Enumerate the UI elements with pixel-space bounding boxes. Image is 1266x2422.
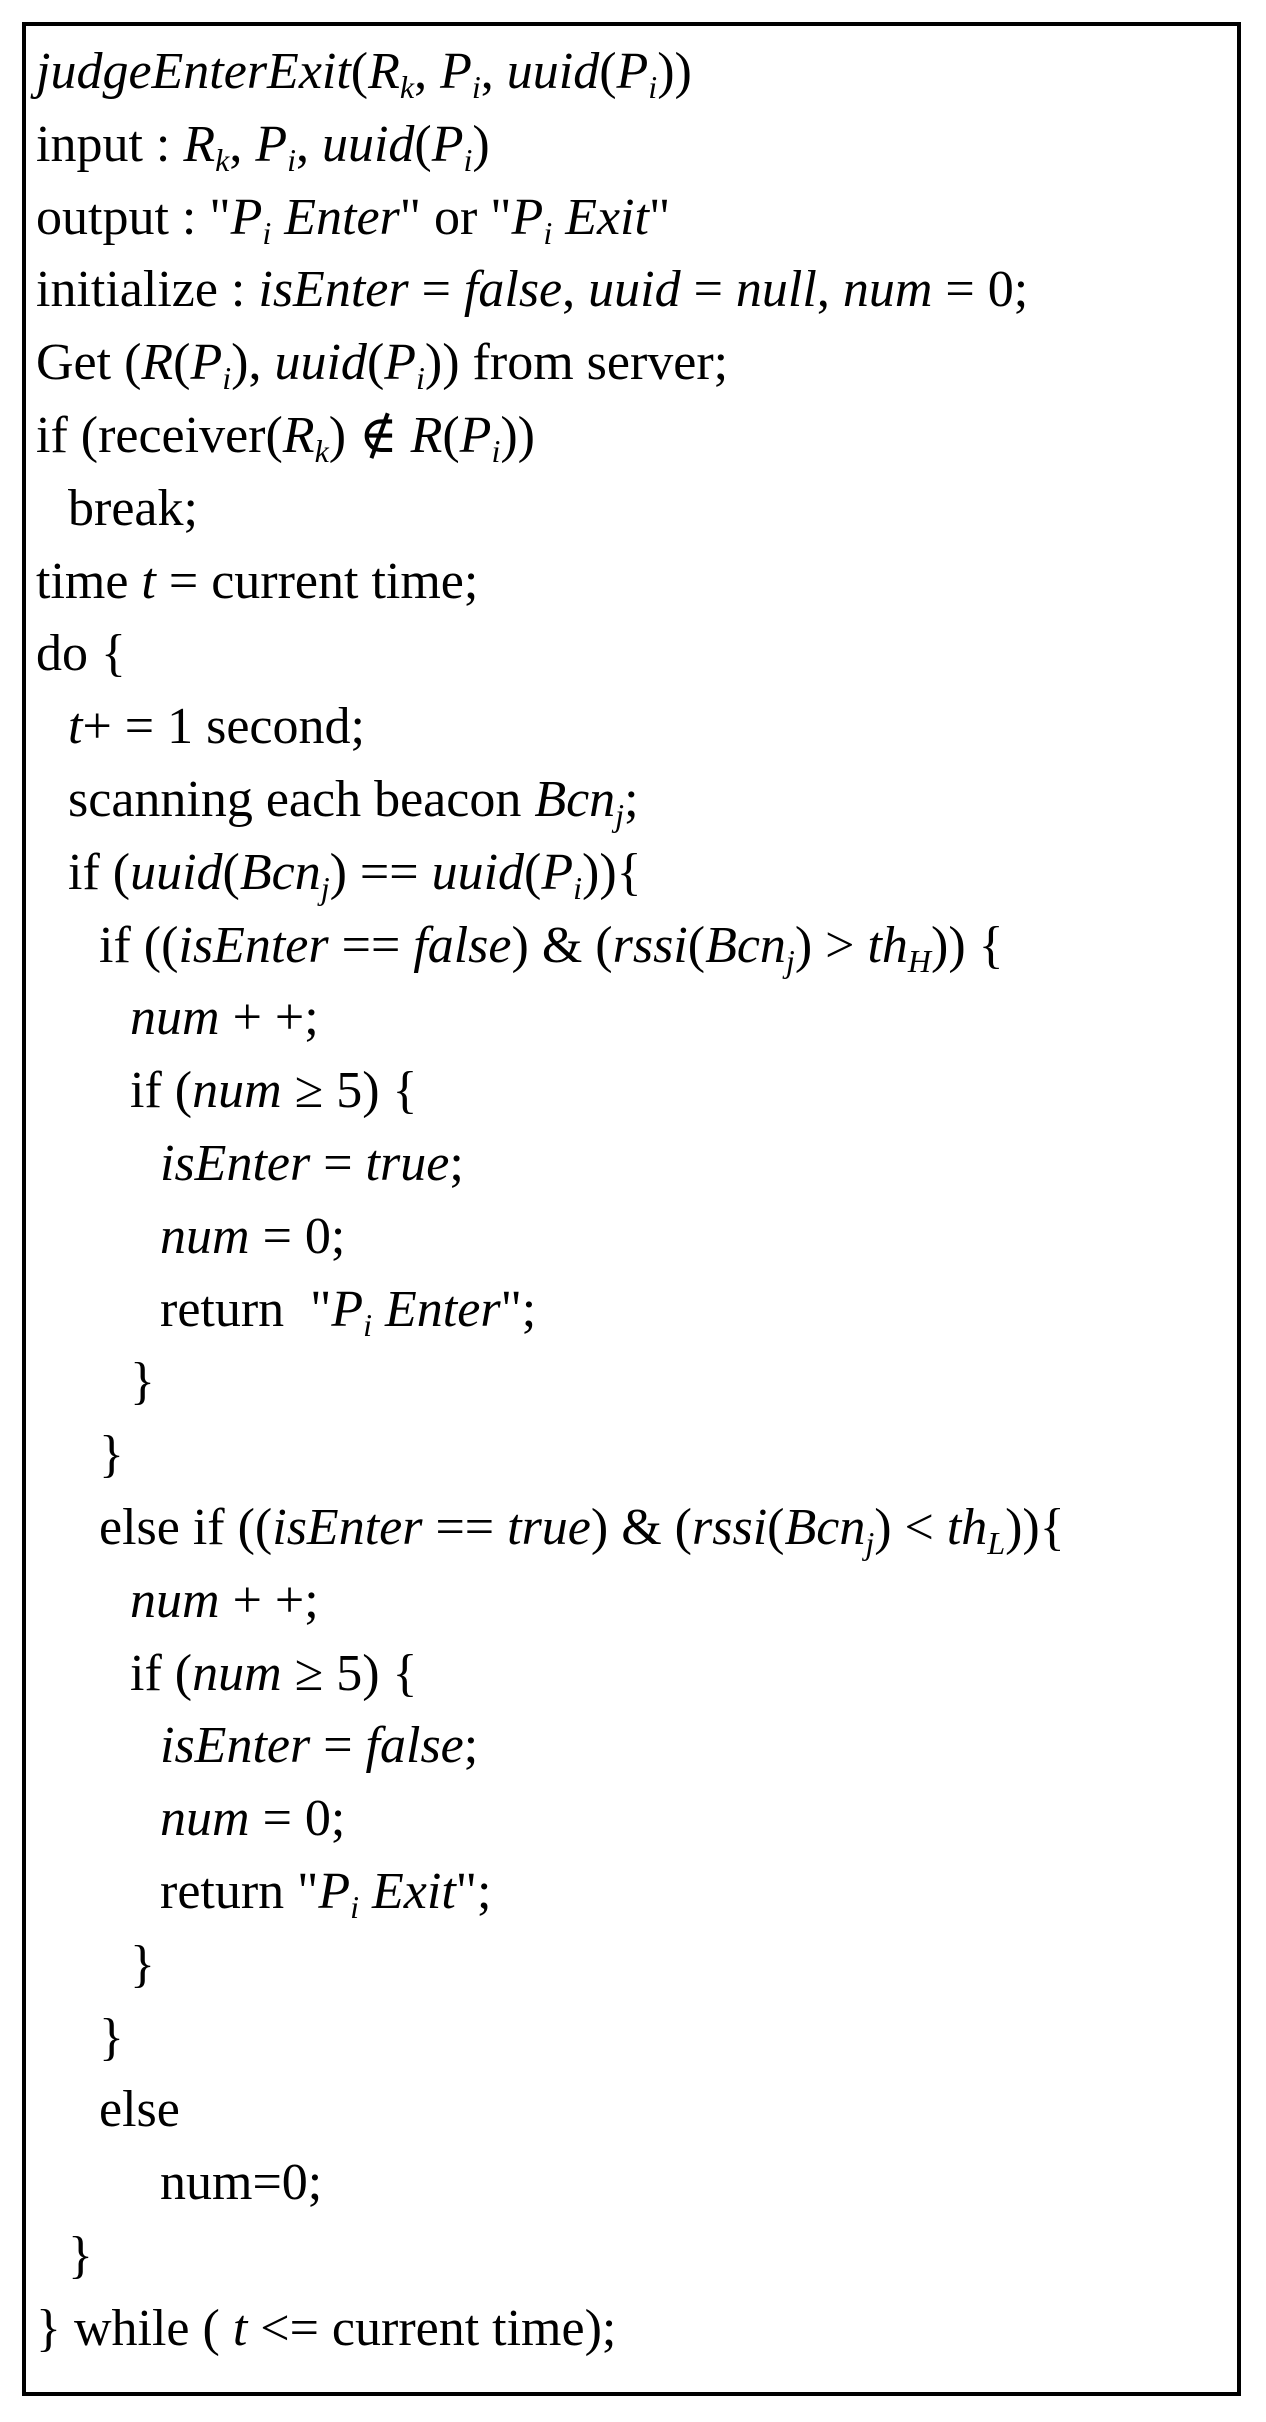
algorithm-line: }	[130, 1353, 155, 1411]
algorithm-line: } while ( t <= current time);	[36, 2299, 617, 2357]
algorithm-line: time t = current time;	[36, 552, 479, 610]
algorithm-line: if (uuid(Bcn$_j$) == $uuid(P_i)$){	[68, 843, 642, 906]
algorithm-line: }	[99, 2008, 124, 2066]
algorithm-line: isEnter = true;	[160, 1135, 464, 1192]
algorithm-line: }	[68, 2227, 93, 2284]
algorithm-line: break;	[68, 479, 198, 537]
algorithm-line: if (num ≥ 5) {	[130, 1644, 418, 1702]
algorithm-line: num=0;	[160, 2154, 323, 2212]
algorithm-line: output : "$P_i$ Enter" or "$P_i$ Exit"	[36, 188, 671, 251]
algorithm-line: }	[99, 1426, 124, 1484]
algorithm-line: if ((isEnter == false) & (rssi(Bcn$_j$) > $th_H$)) {	[99, 916, 1004, 979]
algorithm-line: scanning each beacon Bcn$_j$;	[68, 771, 639, 833]
algorithm-line: do {	[36, 625, 126, 683]
algorithm-line: num = 0;	[160, 1790, 346, 1848]
algorithm-line: input : $R_k$, $P_i$, $uuid(P_i)$	[36, 115, 490, 178]
algorithm-line: return "$P_i$ Enter";	[160, 1280, 537, 1343]
algorithm-line: t+ = 1 second;	[68, 698, 365, 756]
algorithm-line: else	[99, 2081, 180, 2139]
algorithm-line: else if ((isEnter == true) & (rssi(Bcn$_j$) < $th_L$)){	[99, 1499, 1065, 1561]
algorithm-line: num + +;	[130, 989, 319, 1047]
algorithm-line: num + +;	[130, 1571, 319, 1629]
algorithm-line: if (num ≥ 5) {	[130, 1062, 418, 1120]
algorithm-line: }	[130, 1935, 155, 1993]
algorithm-line: num = 0;	[160, 1207, 346, 1265]
algorithm-line: $judgeEnterExit(R_k$, $P_i$, $uuid(P_i)$)	[36, 43, 692, 105]
algorithm-line: if ($receiver(R_k)$ ∉ $R(P_i)$)	[36, 407, 535, 469]
algorithm-line: isEnter = false;	[160, 1717, 479, 1775]
algorithm-line: Get ($R(P_i)$, $uuid(P_i)$) from server;	[36, 334, 729, 397]
algorithm-line: initialize : isEnter = false, uuid = null, num = 0;	[36, 261, 1029, 319]
algorithm-line: return "$P_i$ Exit";	[160, 1863, 492, 1925]
